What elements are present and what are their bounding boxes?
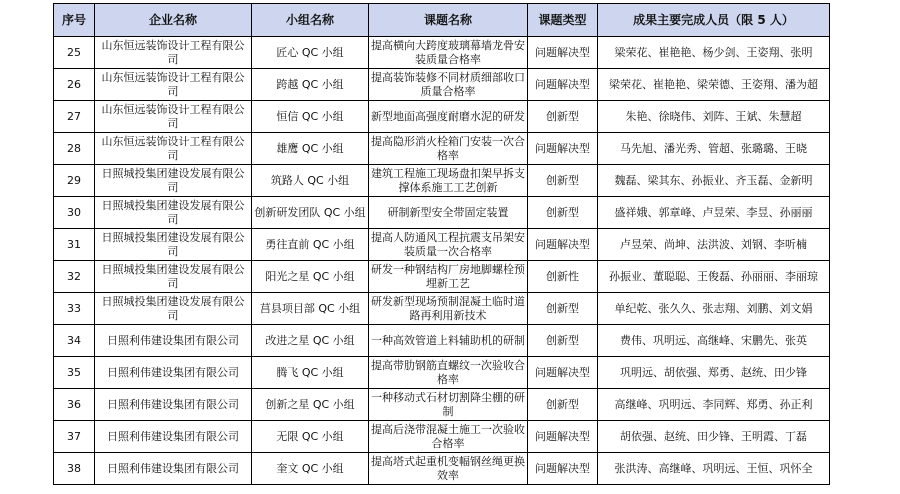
cell-no: 33 [54, 293, 95, 325]
cell-topic: 提高横向大跨度玻璃幕墙龙骨安装质量合格率 [369, 37, 528, 69]
cell-no: 30 [54, 197, 95, 229]
cell-group: 莒县项目部 QC 小组 [252, 293, 369, 325]
cell-group: 筑路人 QC 小组 [252, 165, 369, 197]
cell-topic: 研制新型安全带固定装置 [369, 197, 528, 229]
cell-no: 28 [54, 133, 95, 165]
cell-topic: 提高人防通风工程抗震支吊架安装质量一次合格率 [369, 229, 528, 261]
table-row [54, 453, 830, 485]
cell-group: 改进之星 QC 小组 [252, 325, 369, 357]
cell-type: 创新型 [528, 389, 598, 421]
cell-topic: 提高带肋钢筋直螺纹一次验收合格率 [369, 357, 528, 389]
cell-type: 问题解决型 [528, 357, 598, 389]
cell-members: 魏磊、梁其东、孙振业、齐玉磊、金新明 [598, 165, 830, 197]
header-company: 企业名称 [95, 4, 252, 37]
cell-company: 日照利伟建设集团有限公司 [95, 389, 252, 421]
header-no: 序号 [54, 4, 95, 37]
header-topic: 课题名称 [369, 4, 528, 37]
cell-type: 问题解决型 [528, 37, 598, 69]
cell-company: 日照利伟建设集团有限公司 [95, 325, 252, 357]
cell-type: 创新型 [528, 293, 598, 325]
cell-company: 日照城投集团建设发展有限公司 [95, 293, 252, 325]
table-row [54, 197, 830, 229]
cell-members: 朱艳、徐晓伟、刘阵、王斌、朱慧超 [598, 101, 830, 133]
table-row [54, 69, 830, 101]
table-row [54, 357, 830, 389]
cell-no: 35 [54, 357, 95, 389]
cell-type: 创新型 [528, 325, 598, 357]
table-row [54, 37, 830, 69]
cell-members: 巩明远、胡依强、郑勇、赵统、田少锋 [598, 357, 830, 389]
cell-group: 无限 QC 小组 [252, 421, 369, 453]
cell-group: 雄鹰 QC 小组 [252, 133, 369, 165]
qc-results-table-wrapper [53, 3, 830, 485]
cell-company: 日照利伟建设集团有限公司 [95, 421, 252, 453]
cell-type: 问题解决型 [528, 453, 598, 485]
cell-members: 马先旭、潘光秀、管超、张璐璐、王晓 [598, 133, 830, 165]
cell-no: 34 [54, 325, 95, 357]
cell-topic: 一种高效管道上料辅助机的研制 [369, 325, 528, 357]
cell-topic: 新型地面高强度耐磨水泥的研发 [369, 101, 528, 133]
cell-type: 创新性 [528, 261, 598, 293]
cell-no: 27 [54, 101, 95, 133]
table-row [54, 261, 830, 293]
cell-no: 25 [54, 37, 95, 69]
cell-company: 日照利伟建设集团有限公司 [95, 357, 252, 389]
cell-topic: 研发一种钢结构厂房地脚螺栓预埋新工艺 [369, 261, 528, 293]
header-type: 课题类型 [528, 4, 598, 37]
cell-no: 32 [54, 261, 95, 293]
cell-topic: 一种移动式石材切割降尘棚的研制 [369, 389, 528, 421]
table-row [54, 293, 830, 325]
cell-company: 日照利伟建设集团有限公司 [95, 453, 252, 485]
cell-topic: 提高塔式起重机变幅钢丝绳更换效率 [369, 453, 528, 485]
cell-members: 张洪涛、高继峰、巩明远、王恒、巩怀全 [598, 453, 830, 485]
cell-type: 问题解决型 [528, 229, 598, 261]
header-group: 小组名称 [252, 4, 369, 37]
cell-members: 梁荣花、崔艳艳、杨少剑、王姿翔、张明 [598, 37, 830, 69]
cell-no: 29 [54, 165, 95, 197]
cell-members: 孙振业、董聪聪、王俊磊、孙丽丽、李丽琼 [598, 261, 830, 293]
cell-group: 跨越 QC 小组 [252, 69, 369, 101]
cell-no: 26 [54, 69, 95, 101]
cell-type: 问题解决型 [528, 69, 598, 101]
qc-results-table [53, 3, 830, 485]
cell-type: 创新型 [528, 165, 598, 197]
cell-members: 卢昱荣、尚坤、法洪波、刘钢、李听楠 [598, 229, 830, 261]
cell-company: 日照城投集团建设发展有限公司 [95, 261, 252, 293]
cell-members: 单纪乾、张久久、张志翔、刘鹏、刘文娟 [598, 293, 830, 325]
cell-topic: 建筑工程施工现场盘扣架早拆支撑体系施工工艺创新 [369, 165, 528, 197]
cell-group: 腾飞 QC 小组 [252, 357, 369, 389]
cell-group: 匠心 QC 小组 [252, 37, 369, 69]
cell-topic: 提高隐形消火栓箱门安装一次合格率 [369, 133, 528, 165]
cell-group: 阳光之星 QC 小组 [252, 261, 369, 293]
cell-company: 日照城投集团建设发展有限公司 [95, 165, 252, 197]
cell-topic: 提高后浇带混凝土施工一次验收合格率 [369, 421, 528, 453]
cell-members: 梁荣花、崔艳艳、梁荣德、王姿翔、潘为超 [598, 69, 830, 101]
cell-company: 日照城投集团建设发展有限公司 [95, 197, 252, 229]
cell-company: 山东恒远装饰设计工程有限公司 [95, 133, 252, 165]
cell-no: 36 [54, 389, 95, 421]
cell-no: 37 [54, 421, 95, 453]
table-row [54, 389, 830, 421]
cell-type: 问题解决型 [528, 133, 598, 165]
cell-members: 高继峰、巩明远、李同辉、郑勇、孙正利 [598, 389, 830, 421]
cell-group: 勇往直前 QC 小组 [252, 229, 369, 261]
cell-members: 胡依强、赵统、田少锋、王明霞、丁磊 [598, 421, 830, 453]
cell-company: 日照城投集团建设发展有限公司 [95, 229, 252, 261]
cell-topic: 研发新型现场预制混凝土临时道路再利用新技术 [369, 293, 528, 325]
header-members: 成果主要完成人员（限 5 人） [598, 4, 830, 37]
cell-company: 山东恒远装饰设计工程有限公司 [95, 69, 252, 101]
table-row [54, 101, 830, 133]
cell-type: 问题解决型 [528, 421, 598, 453]
cell-members: 盛祥娥、郭章峰、卢昱荣、李昱、孙丽丽 [598, 197, 830, 229]
cell-group: 奎文 QC 小组 [252, 453, 369, 485]
cell-company: 山东恒远装饰设计工程有限公司 [95, 37, 252, 69]
cell-type: 创新型 [528, 101, 598, 133]
cell-topic: 提高装饰装修不同材质细部收口质量合格率 [369, 69, 528, 101]
table-row [54, 133, 830, 165]
cell-company: 山东恒远装饰设计工程有限公司 [95, 101, 252, 133]
cell-no: 38 [54, 453, 95, 485]
cell-members: 费伟、巩明远、高继峰、宋鹏先、张英 [598, 325, 830, 357]
cell-group: 创新研发团队 QC 小组 [252, 197, 369, 229]
table-row [54, 165, 830, 197]
table-row [54, 325, 830, 357]
table-row [54, 229, 830, 261]
cell-type: 创新型 [528, 197, 598, 229]
header-row [54, 4, 830, 37]
cell-group: 创新之星 QC 小组 [252, 389, 369, 421]
cell-no: 31 [54, 229, 95, 261]
table-row [54, 421, 830, 453]
cell-group: 恒信 QC 小组 [252, 101, 369, 133]
